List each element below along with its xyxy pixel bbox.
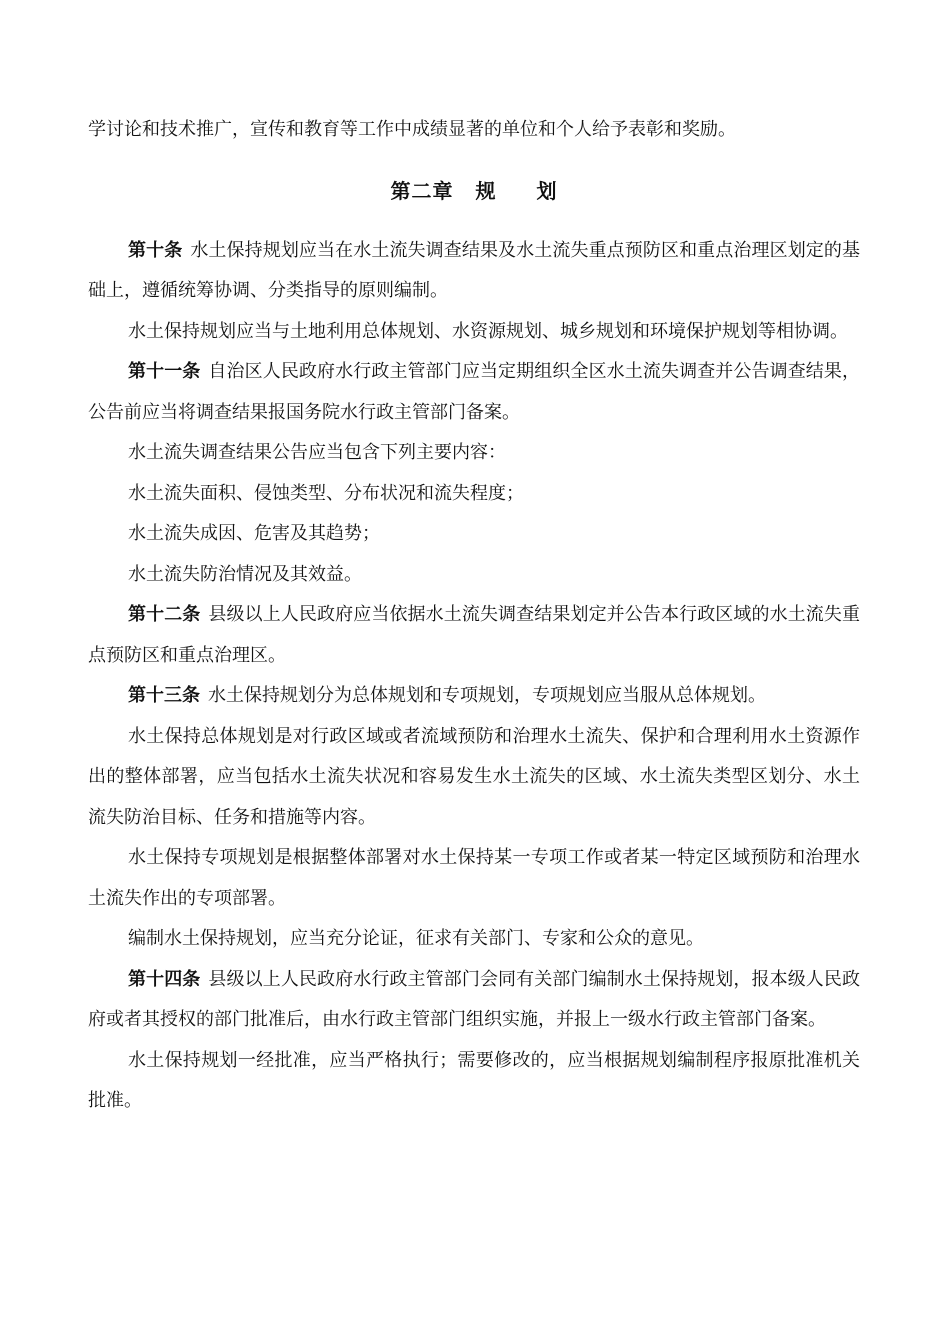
article-13-paragraph-4: 编制水土保持规划，应当充分论证，征求有关部门、专家和公众的意见。: [128, 928, 704, 949]
article-14-paragraph-2: 水土保持规划一经批准，应当严格执行；需要修改的，应当根据规划编制程序报原批准机关批准。: [88, 1049, 860, 1111]
article-11-item-2: 水土流失成因、危害及其趋势；: [128, 523, 380, 544]
article-13-paragraph-3: 水土保持专项规划是根据整体部署对水土保持某一专项工作或者某一特定区域预防和治理水土流失作出的专项部署。: [88, 847, 860, 909]
chapter-title-part2: 划: [536, 178, 558, 203]
article-10-label: 第十条: [128, 239, 183, 261]
article-10-paragraph-2: 水土保持规划应当与土地利用总体规划、水资源规划、城乡规划和环境保护规划等相协调。: [128, 320, 848, 342]
article-12: [88, 595, 860, 676]
article-11-item-1: 水土流失面积、侵蚀类型、分布状况和流失程度；: [128, 482, 524, 504]
document-body: [88, 110, 860, 1122]
article-14-text: 县级以上人民政府水行政主管部门会同有关部门编制水土保持规划，报本级人民政府或者其授权的部门批准后，由水行政主管部门组织实施，并报上一级水行政主管部门备案。: [88, 968, 861, 1030]
article-12-label: 第十二条: [128, 604, 201, 625]
article-11: [88, 352, 860, 433]
article-13-label: 第十三条: [128, 685, 200, 706]
article-13: [88, 676, 860, 717]
chapter-number: 第二章: [390, 178, 454, 203]
chapter-heading: [88, 151, 860, 231]
article-14: [88, 960, 860, 1041]
article-10: [88, 231, 860, 312]
lead-paragraph: 学讨论和技术推广，宣传和教育等工作中成绩显著的单位和个人给予表彰和奖励。: [88, 119, 736, 140]
article-14-label: 第十四条: [128, 968, 201, 990]
article-13-text: 水土保持规划分为总体规划和专项规划，专项规划应当服从总体规划。: [208, 685, 766, 706]
article-11-label: 第十一条: [128, 361, 201, 382]
article-10-text: 水土保持规划应当在水土流失调查结果及水土流失重点预防区和重点治理区划定的基础上，遵循统筹协调、分类指导的原则编制。: [88, 239, 861, 301]
article-13-paragraph-2: 水土保持总体规划是对行政区域或者流域预防和治理水土流失、保护和合理利用水土资源作出的整体部署，应当包括水土流失状况和容易发生水土流失的区域、水土流失类型区划分、水土流失防治目标、任务和措施等内容。: [88, 725, 860, 828]
article-11-item-3: 水土流失防治情况及其效益。: [128, 563, 362, 585]
article-11-text: 自治区人民政府水行政主管部门应当定期组织全区水土流失调查并公告调查结果，公告前应当将调查结果报国务院水行政主管部门备案。: [88, 361, 861, 423]
article-12-text: 县级以上人民政府应当依据水土流失调查结果划定并公告本行政区域的水土流失重点预防区和重点治理区。: [88, 604, 861, 666]
article-11-paragraph-2: 水土流失调查结果公告应当包含下列主要内容：: [128, 442, 506, 463]
chapter-title-part1: 规: [475, 178, 497, 203]
